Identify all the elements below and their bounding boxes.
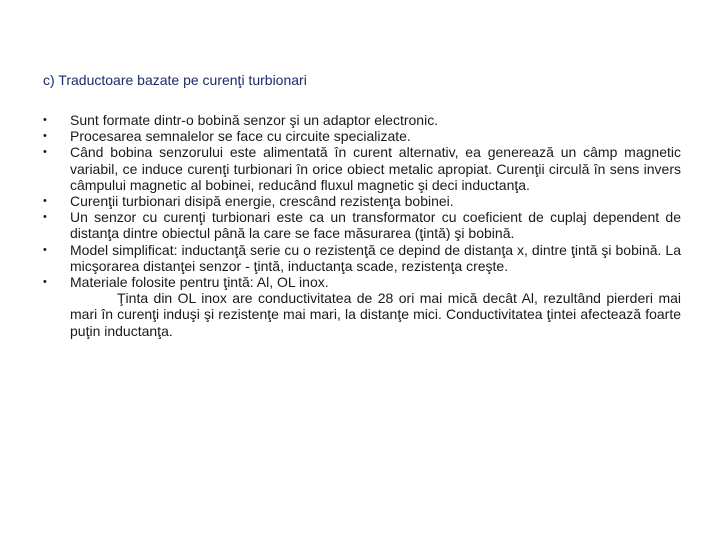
bullet-text: Sunt formate dintr-o bobină senzor şi un adaptor electronic. [70,112,439,128]
list-item [43,193,681,209]
bullet-text: Când bobina senzorului este alimentată în curent alternativ, ea generează un câmp magnetic variabil, ce induce curenţi turbionari în orice obiect metalic apropiat. Curenţii circulă în sens invers câmpului magnetic al bobinei, reducând fluxul magnetic şi deci inductanţa. [70,144,681,193]
list-item [43,274,681,339]
bullet-text: Curenţii turbionari disipă energie, crescând rezistenţa bobinei. [70,193,454,210]
bullet-text: Model simplificat: inductanţă serie cu o rezistenţă ce depind de distanţa x, dintre ţintă şi bobină. La micşorarea distanţei senzor - ţintă, inductanţa scade, rezistenţa creşte. [70,241,681,274]
list-item [43,128,681,144]
bullet-marker: • [43,276,47,289]
section-heading: c) Traductoare bazate pe curenţi turbionari [43,72,307,88]
bullet-text: Materiale folosite pentru ţintă: Al, OL inox. [70,274,329,291]
list-item [43,242,681,274]
bullet-marker: • [43,114,47,126]
bullet-marker: • [43,195,47,208]
list-item [43,112,681,128]
bullet-text: Un senzor cu curenţi turbionari este ca un transformator cu coeficient de cuplaj dependent de distanţa dintre obiectul până la care se face măsurarea (ţintă) şi bobină. [70,209,681,242]
bullet-marker: • [43,211,47,224]
bullet-text: Procesarea semnalelor se face cu circuite specializate. [70,128,411,145]
bullet-marker: • [43,130,47,143]
list-item [43,144,681,193]
bullet-marker: • [43,146,47,159]
bullet-list [43,112,681,339]
continuation-paragraph [70,290,681,339]
bullet-marker: • [43,243,47,256]
list-item [43,209,681,241]
continuation-text: Ţinta din OL inox are conductivitatea de 28 ori mai mică decât Al, rezultând pierderi mai mari în curenţi induşi şi rezistenţe mai mari, la distanţe mici. Conductivitatea ţintei afectează foarte puţin inductanţa. [70,290,681,339]
